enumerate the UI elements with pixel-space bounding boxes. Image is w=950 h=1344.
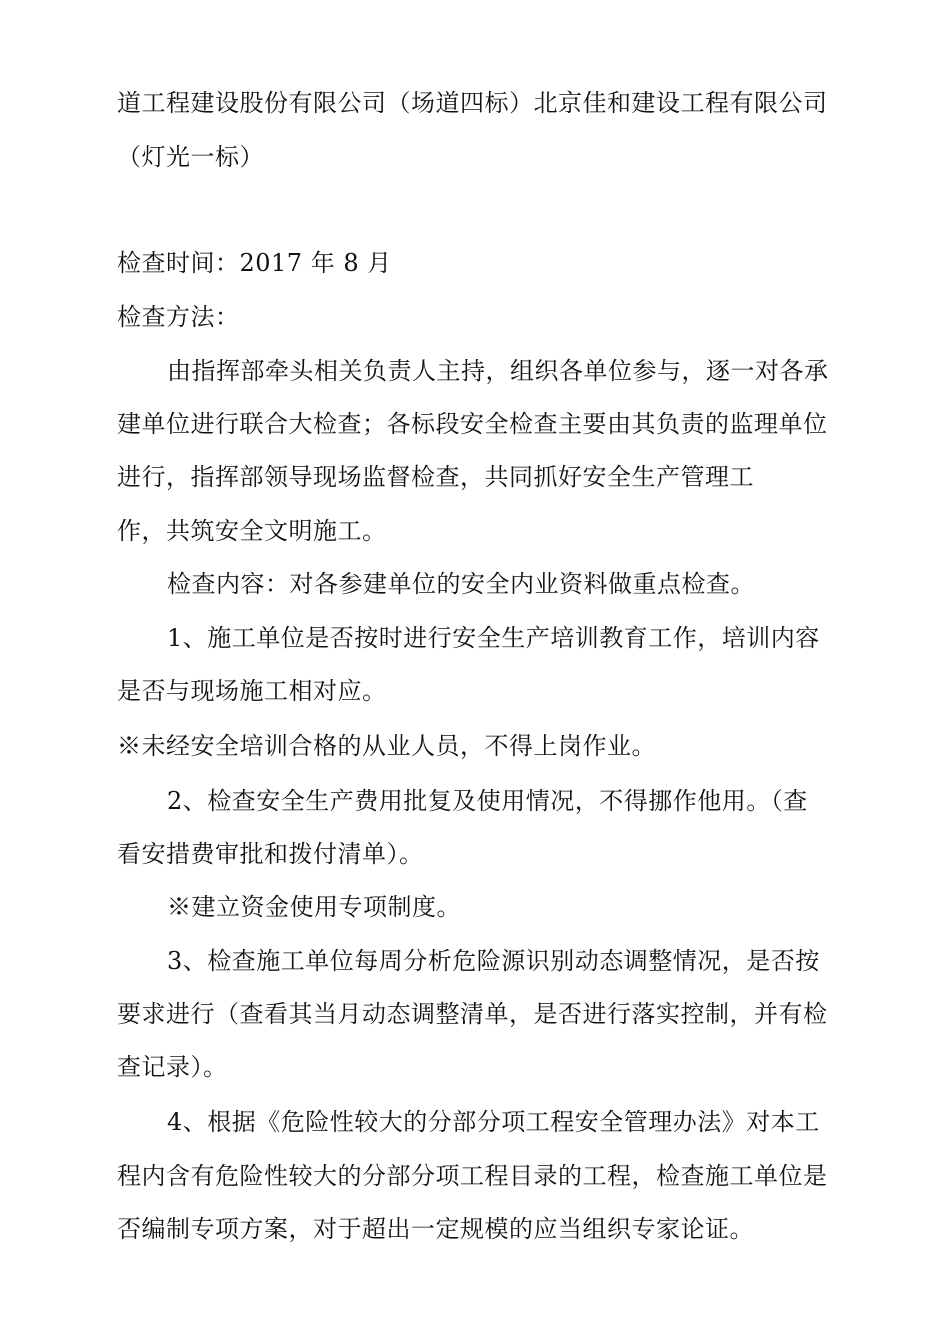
- item-2-note: ※建立资金使用专项制度。: [167, 893, 461, 921]
- item-4-line: 否编制专项方案，对于超出一定规模的应当组织专家论证。: [117, 1215, 754, 1243]
- item-2-line: 看安措费审批和拨付清单）。: [117, 840, 424, 868]
- item-1-line: 是否与现场施工相对应。: [117, 677, 387, 705]
- item-3-line: 3、检查施工单位每周分析危险源识别动态调整情况，是否按: [167, 947, 820, 975]
- item-3-line: 要求进行（查看其当月动态调整清单，是否进行落实控制，并有检: [117, 1000, 828, 1028]
- company-line-continued: （灯光一标）: [117, 143, 264, 171]
- item-4-line: 4、根据《危险性较大的分部分项工程安全管理办法》对本工: [167, 1108, 820, 1136]
- item-1-line: 1、施工单位是否按时进行安全生产培训教育工作，培训内容: [167, 624, 820, 652]
- inspection-method-heading: 检查方法：: [117, 303, 240, 331]
- method-paragraph-line: 由指挥部牵头相关负责人主持，组织各单位参与，逐一对各承: [167, 357, 829, 385]
- method-paragraph-line: 进行，指挥部领导现场监督检查，共同抓好安全生产管理工: [117, 463, 754, 491]
- item-2-line: 2、检查安全生产费用批复及使用情况，不得挪作他用。（查: [167, 787, 808, 815]
- item-3-line: 查记录）。: [117, 1053, 228, 1081]
- inspection-content-line: 检查内容：对各参建单位的安全内业资料做重点检查。: [167, 570, 755, 598]
- item-4-line: 程内含有危险性较大的分部分项工程目录的工程，检查施工单位是: [117, 1162, 828, 1190]
- company-line: 道工程建设股份有限公司（场道四标）北京佳和建设工程有限公司: [117, 89, 828, 117]
- method-paragraph-line: 作，共筑安全文明施工。: [117, 517, 387, 545]
- method-paragraph-line: 建单位进行联合大检查；各标段安全检查主要由其负责的监理单位: [117, 410, 828, 438]
- item-1-note: ※未经安全培训合格的从业人员，不得上岗作业。: [117, 732, 656, 760]
- inspection-time: 检查时间：2017 年 8 月: [117, 249, 392, 277]
